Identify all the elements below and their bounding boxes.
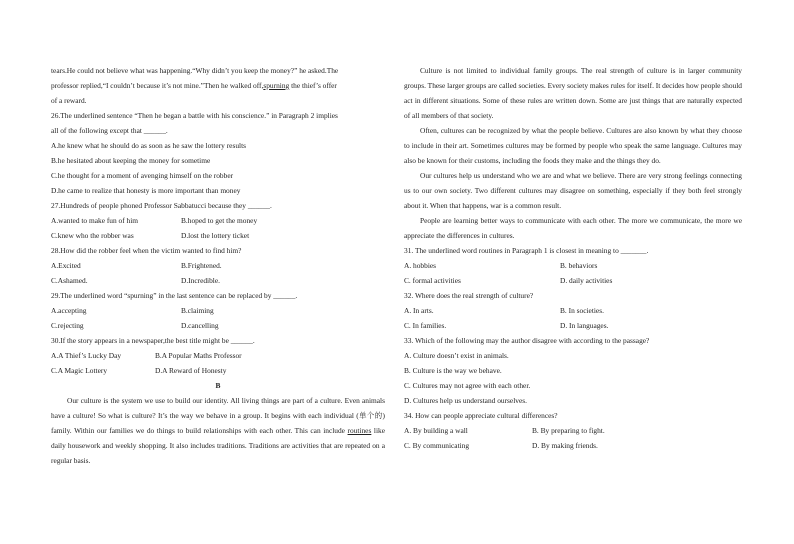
q34-option-a: A. By building a wall	[404, 426, 468, 435]
q31-option-c: C. formal activities	[404, 276, 461, 285]
q27-option-a: A.wanted to make fun of him	[51, 216, 139, 225]
routines-word: routines	[347, 426, 372, 435]
q30-option-c: C.A Magic Lottery	[51, 366, 108, 375]
q27-row-2	[51, 228, 385, 243]
q32-option-a: A. In arts.	[404, 306, 434, 315]
q33-option-c: C. Cultures may not agree with each other.	[404, 381, 531, 390]
q30-option-d: D.A Reward of Honesty	[155, 366, 227, 375]
q27-option-d: D.lost the lottery ticket	[181, 231, 250, 240]
passage-b-p1-end: like daily housework and weekly shopping. It also includes traditions. Traditions are activities that are repeated on a regular basis.	[51, 426, 385, 465]
q34-row-1	[404, 423, 742, 438]
q28-row-1	[51, 258, 385, 273]
q30-option-a: A.A Thief’s Lucky Day	[51, 351, 122, 360]
q31-option-a: A. hobbies	[404, 261, 437, 270]
q28-option-d: D.Incredible.	[181, 276, 220, 285]
q32-option-d: D. In languages.	[560, 321, 609, 330]
q30-row-2	[51, 363, 385, 378]
q30-row-1	[51, 348, 385, 363]
q33-option-b: B. Culture is the way we behave.	[404, 366, 502, 375]
passage-b-paragraph-2: Culture is not limited to individual family groups. The real strength of culture is in larger community groups. These larger groups are called societies. Every society makes rules for itself. It decides how people should act in different situations. Some of these rules are written down. Some are just things that are naturally expected of all members of that society.	[404, 66, 742, 120]
q31-row-2	[404, 273, 742, 288]
q29-row-2	[51, 318, 385, 333]
passage-b-paragraph-5: People are learning better ways to communicate with each other. The more we communicate, the more we appreciate the differences in cultures.	[404, 216, 742, 240]
intro-line-2	[51, 78, 385, 93]
q26-stem-2: all of the following except that ______.	[51, 126, 168, 135]
right-column	[404, 63, 742, 453]
q29-row-1	[51, 303, 385, 318]
intro-line-3: of a reward.	[51, 96, 87, 105]
q32-option-b: B. In societies.	[560, 306, 604, 315]
q32-option-c: C. In families.	[404, 321, 447, 330]
q27-row-1	[51, 213, 385, 228]
q31-row-1	[404, 258, 742, 273]
q29-option-d: D.cancelling	[181, 321, 219, 330]
passage-b-paragraph-1	[51, 393, 385, 468]
q34-option-c: C. By communicating	[404, 441, 470, 450]
intro-line-1: tears.He could not believe what was happening.“Why didn’t you keep the money?” he asked.The	[51, 66, 339, 75]
q26-option-a: A.he knew what he should do as soon as he saw the lottery results	[51, 141, 246, 150]
q29-option-b: B.claiming	[181, 306, 214, 315]
q28-option-a: A.Excited	[51, 261, 81, 270]
q28-option-b: B.Frightened.	[181, 261, 222, 270]
q27-option-b: B.hoped to get the money	[181, 216, 258, 225]
q33-option-d: D. Cultures help us understand ourselves.	[404, 396, 527, 405]
q27-option-c: C.knew who the robber was	[51, 231, 134, 240]
intro-line-2-text: professor replied,“I couldn’t because it’s not mine.”Then he walked off,	[51, 81, 264, 90]
passage-b-paragraph-4: Our cultures help us understand who we are and what we believe. There are very strong feelings connecting us to our own society. Two different cultures may disagree on something, especially if they both feel strongly about it. When that happens, war is a common result.	[404, 171, 742, 210]
q28-option-c: C.Ashamed.	[51, 276, 88, 285]
q31-option-b: B. behaviors	[560, 261, 598, 270]
q31-stem: 31. The underlined word routines in Paragraph 1 is closest in meaning to _______.	[404, 246, 649, 255]
passage-b-p1-text: Our culture is the system we use to build our identity. All living things are part of a culture. Even animals have a culture! So what is culture? It’s the way we behave in a group. It begins with each individual (单个的) family. Within our families we do things to build relationships with each other. This can include	[51, 396, 385, 435]
left-column	[51, 63, 385, 468]
q28-stem: 28.How did the robber feel when the victim wanted to find him?	[51, 246, 242, 255]
q30-stem: 30.If the story appears in a newspaper,the best title might be ______.	[51, 336, 255, 345]
passage-b-paragraph-3: Often, cultures can be recognized by what the people believe. Cultures are also known by what they choose to include in their art. Sometimes cultures may be formed by people who speak the same language. Cultures may also be known for their customs, including the foods they make and the things they do.	[404, 126, 742, 165]
q33-stem: 33. Which of the following may the author disagree with according to the passage?	[404, 336, 650, 345]
q27-stem: 27.Hundreds of people phoned Professor Sabbatucci because they ______.	[51, 201, 272, 210]
q28-row-2	[51, 273, 385, 288]
q26-option-d: D.he came to realize that honesty is more important than money	[51, 186, 241, 195]
q31-option-d: D. daily activities	[560, 276, 613, 285]
q34-stem: 34. How can people appreciate cultural differences?	[404, 411, 558, 420]
q30-option-b: B.A Popular Maths Professor	[155, 351, 242, 360]
intro-line-2-end: the thief’s offer	[289, 81, 337, 90]
q26-option-c: C.he thought for a moment of avenging himself on the robber	[51, 171, 234, 180]
q29-stem: 29.The underlined word “spurning” in the last sentence can be replaced by ______.	[51, 291, 298, 300]
q34-option-d: D. By making friends.	[532, 441, 598, 450]
q33-option-a: A. Culture doesn’t exist in animals.	[404, 351, 509, 360]
q32-row-2	[404, 318, 742, 333]
q32-stem: 32. Where does the real strength of culture?	[404, 291, 534, 300]
q26-option-b: B.he hesitated about keeping the money for sometime	[51, 156, 211, 165]
q34-option-b: B. By preparing to fight.	[532, 426, 605, 435]
spurning-word: spurning	[263, 81, 290, 90]
q32-row-1	[404, 303, 742, 318]
section-b-heading: B	[215, 381, 221, 390]
q29-option-c: C.rejecting	[51, 321, 84, 330]
q29-option-a: A.accepting	[51, 306, 87, 315]
q34-row-2	[404, 438, 742, 453]
q26-stem: 26.The underlined sentence “Then he began a battle with his conscience.” in Paragraph 2 implies	[51, 111, 338, 120]
